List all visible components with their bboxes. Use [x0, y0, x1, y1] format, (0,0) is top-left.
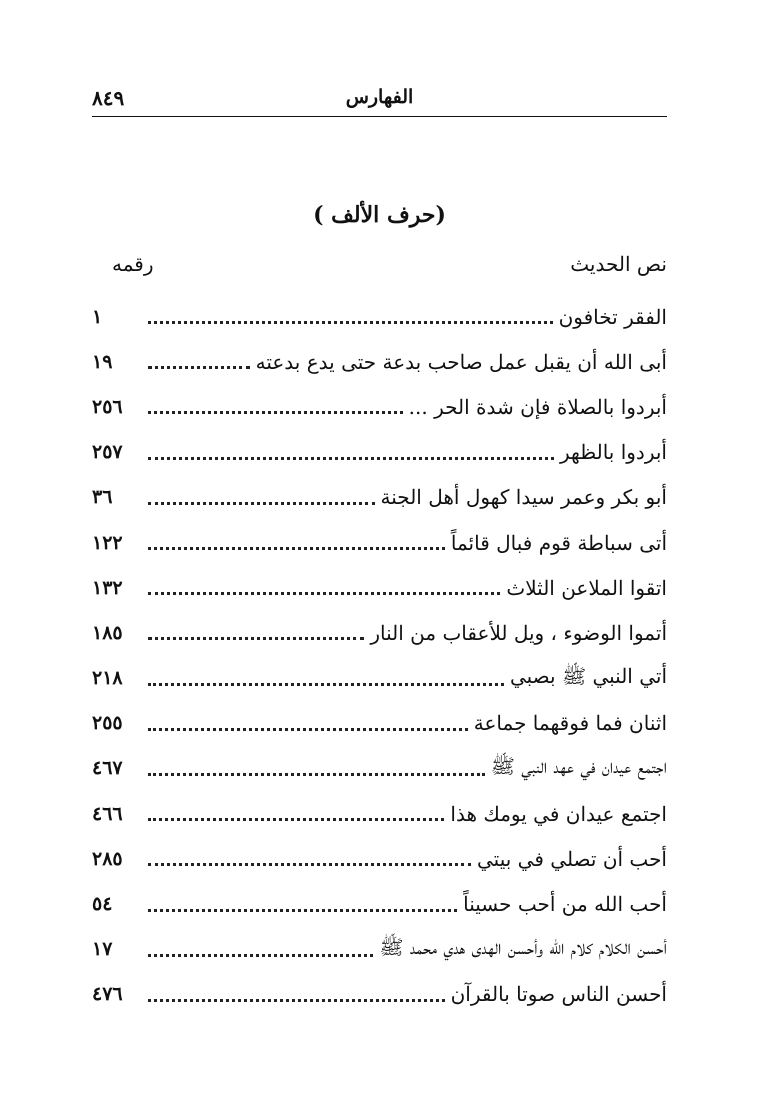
entry-number: ٢٥٥ — [92, 712, 123, 735]
dot-leader — [148, 999, 445, 1002]
index-entry — [92, 701, 667, 746]
dot-leader — [148, 411, 403, 414]
dot-leader — [148, 502, 375, 505]
column-headers — [112, 252, 667, 282]
entry-number: ٢٥٧ — [92, 441, 123, 464]
entry-number: ١٣٢ — [92, 576, 123, 599]
entry-number: ١ — [92, 305, 103, 328]
entry-number: ٤٦٧ — [92, 757, 123, 780]
dot-leader — [148, 728, 468, 731]
dot-leader — [148, 863, 471, 866]
index-entry — [92, 294, 667, 339]
dot-leader — [148, 547, 445, 550]
index-entries — [92, 294, 667, 1017]
entry-number: ١٩ — [92, 350, 113, 373]
dot-leader — [148, 954, 373, 957]
index-entry — [92, 927, 667, 972]
entry-text: أحسن الناس صوتا بالقرآن — [450, 982, 667, 1007]
entry-text: أحسن الكلام كلام الله وأحسن الهدى هدي محمد ﷺ — [379, 934, 667, 959]
index-entry — [92, 610, 667, 655]
entry-text: اثنان فما فوقهما جماعة — [473, 711, 667, 736]
index-entry — [92, 430, 667, 475]
entry-text: أبى الله أن يقبل عمل صاحب بدعة حتى يدع بدعته — [255, 349, 667, 374]
entry-text: الفقر تخافون — [558, 304, 667, 329]
dot-leader — [148, 818, 444, 821]
dot-leader — [148, 683, 504, 686]
entry-text: أبردوا بالظهر — [559, 440, 667, 465]
index-entry — [92, 656, 667, 701]
dot-leader — [148, 321, 553, 324]
dot-leader — [148, 592, 500, 595]
index-entry — [92, 520, 667, 565]
entry-text: أحب الله من أحب حسيناً — [463, 892, 667, 917]
entry-number: ١٢٢ — [92, 531, 123, 554]
header-rule — [92, 116, 667, 117]
index-entry — [92, 565, 667, 610]
dot-leader — [148, 637, 364, 640]
index-entry — [92, 972, 667, 1017]
entry-number: ٢١٨ — [92, 667, 123, 690]
index-entry — [92, 384, 667, 429]
entry-number: ٤٧٦ — [92, 983, 123, 1006]
entry-text: أبو بكر وعمر سيدا كهول أهل الجنة — [380, 485, 667, 510]
index-entry — [92, 475, 667, 520]
entry-number: ٥٤ — [92, 893, 113, 916]
index-entry — [92, 791, 667, 836]
entry-text: أحب أن تصلي في بيتي — [477, 846, 667, 871]
running-head — [92, 86, 667, 116]
section-title: (حرف الألف ) — [313, 202, 446, 228]
entry-text: أبردوا بالصلاة فإن شدة الحر ... — [408, 394, 667, 419]
index-entry — [92, 881, 667, 926]
column-header-number: رقمه — [112, 252, 154, 276]
dot-leader — [148, 457, 554, 460]
entry-text: أتى سباطة قوم فبال قائماً — [450, 530, 667, 555]
entry-text: اتقوا الملاعن الثلاث — [506, 575, 667, 600]
index-entry — [92, 836, 667, 881]
entry-text: اجتمع عيدان في عهد النبي ﷺ — [490, 753, 667, 778]
index-entry — [92, 746, 667, 791]
entry-text: أتموا الوضوء ، ويل للأعقاب من النار — [370, 620, 667, 645]
entry-number: ٣٦ — [92, 486, 113, 509]
entry-text: اجتمع عيدان في يومك هذا — [450, 801, 667, 826]
dot-leader — [148, 909, 457, 912]
entry-number: ٤٦٦ — [92, 802, 123, 825]
entry-number: ١٧ — [92, 938, 113, 961]
running-head-title: الفهارس — [345, 86, 414, 108]
entry-number: ٢٨٥ — [92, 847, 123, 870]
dot-leader — [148, 366, 250, 369]
column-header-text: نص الحديث — [570, 252, 667, 276]
page-number: ٨٤٩ — [92, 86, 125, 110]
index-entry — [92, 339, 667, 384]
entry-number: ٢٥٦ — [92, 395, 123, 418]
dot-leader — [148, 773, 485, 776]
entry-text: أتي النبي ﷺ بصبي — [509, 663, 667, 688]
entry-number: ١٨٥ — [92, 621, 123, 644]
